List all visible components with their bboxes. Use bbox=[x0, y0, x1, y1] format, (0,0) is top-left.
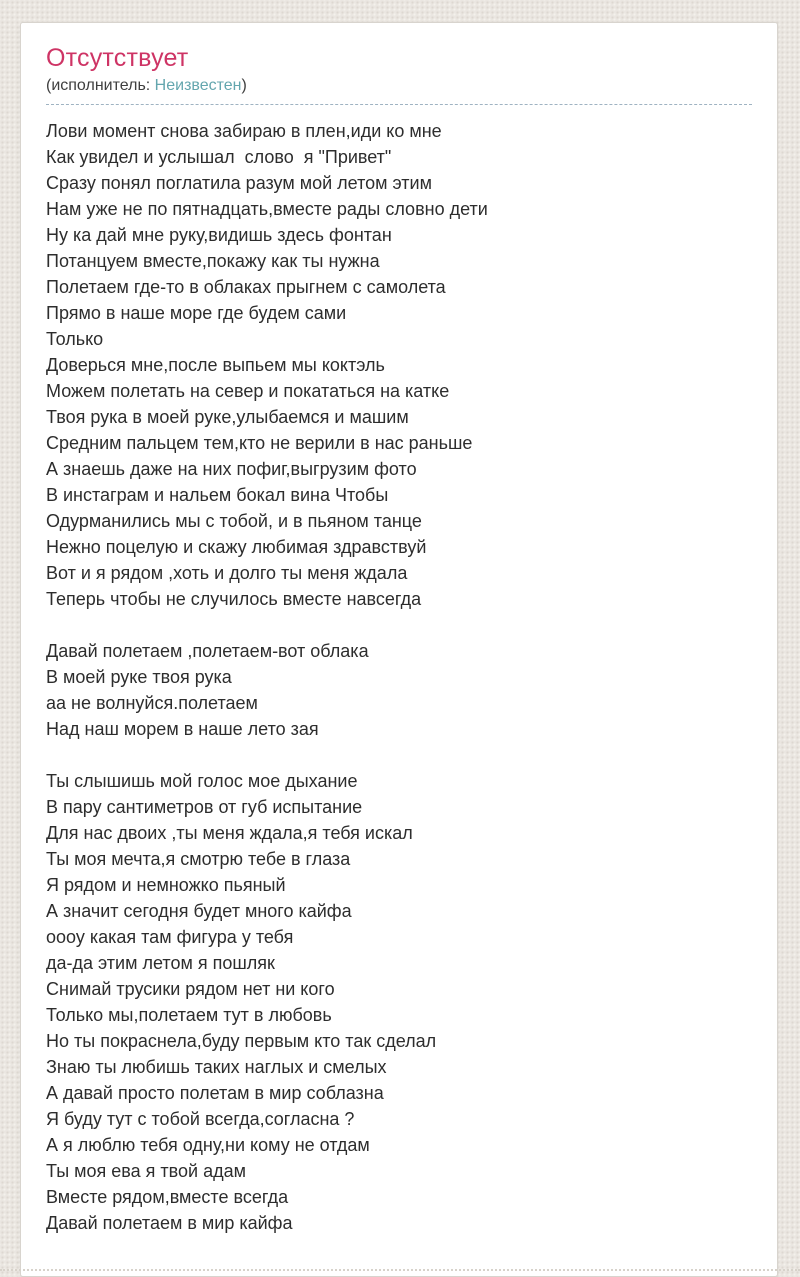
lyric-line: Теперь чтобы не случилось вместе навсегда bbox=[46, 588, 422, 609]
song-title: Отсутствует bbox=[46, 44, 189, 72]
lyric-line: Ты слышишь мой голос мое дыхание bbox=[46, 770, 358, 791]
lyric-line: Можем полетать на север и покататься на катке bbox=[46, 380, 450, 401]
lyric-line: Ты моя ева я твой адам bbox=[46, 1160, 246, 1181]
lyric-line: Потанцуем вместе,покажу как ты нужна bbox=[46, 250, 380, 271]
lyric-line: Ну ка дай мне руку,видишь здесь фонтан bbox=[46, 224, 392, 245]
artist-label-suffix: ) bbox=[241, 76, 247, 94]
lyric-line: Как увидел и услышал слово я "Привет" bbox=[46, 146, 392, 167]
lyric-line: В пару сантиметров от губ испытание bbox=[46, 796, 363, 817]
lyric-line: Прямо в наше море где будем сами bbox=[46, 302, 347, 323]
lyric-line: В инстаграм и нальем бокал вина Чтобы bbox=[46, 484, 389, 505]
lyric-line: Вместе рядом,вместе всегда bbox=[46, 1186, 289, 1207]
lyric-line: Сразу понял поглатила разум мой летом этим bbox=[46, 172, 432, 193]
lyric-line: А значит сегодня будет много кайфа bbox=[46, 900, 352, 921]
lyric-line: Знаю ты любишь таких наглых и смелых bbox=[46, 1056, 387, 1077]
lyric-line: Давай полетаем ,полетаем-вот облака bbox=[46, 640, 369, 661]
lyric-line: Я буду тут с тобой всегда,согласна ? bbox=[46, 1108, 355, 1129]
lyric-line: Полетаем где-то в облаках прыгнем с самолета bbox=[46, 276, 446, 297]
lyric-line: Только мы,полетаем тут в любовь bbox=[46, 1004, 332, 1025]
lyric-line bbox=[46, 612, 752, 638]
lyric-line: Доверься мне,после выпьем мы коктэль bbox=[46, 354, 385, 375]
lyric-line: Снимай трусики рядом нет ни кого bbox=[46, 978, 335, 999]
lyrics-card bbox=[20, 22, 778, 1277]
lyric-line: Лови момент снова забираю в плен,иди ко мне bbox=[46, 120, 442, 141]
artist-line bbox=[46, 77, 752, 105]
lyric-line: Я рядом и немножко пьяный bbox=[46, 874, 286, 895]
lyrics-text bbox=[46, 118, 752, 1236]
lyric-line: Но ты покраснела,буду первым кто так сделал bbox=[46, 1030, 437, 1051]
lyric-line: Давай полетаем в мир кайфа bbox=[46, 1212, 293, 1233]
lyric-line: Нам уже не по пятнадцать,вместе рады словно дети bbox=[46, 198, 488, 219]
lyric-line: В моей руке твоя рука bbox=[46, 666, 232, 687]
lyric-line: оооу какая там фигура у тебя bbox=[46, 926, 294, 947]
lyric-line: Твоя рука в моей руке,улыбаемся и машим bbox=[46, 406, 409, 427]
lyric-line: А давай просто полетам в мир соблазна bbox=[46, 1082, 384, 1103]
lyric-line: Для нас двоих ,ты меня ждала,я тебя искал bbox=[46, 822, 413, 843]
lyric-line: да-да этим летом я пошляк bbox=[46, 952, 275, 973]
lyric-line: Одурманились мы с тобой, и в пьяном танце bbox=[46, 510, 422, 531]
lyric-line: А знаешь даже на них пофиг,выгрузим фото bbox=[46, 458, 417, 479]
lyric-line: Нежно поцелую и скажу любимая здравствуй bbox=[46, 536, 427, 557]
lyric-line: Средним пальцем тем,кто не верили в нас раньше bbox=[46, 432, 473, 453]
lyric-line: Только bbox=[46, 328, 104, 349]
lyric-line: аа не волнуйся.полетаем bbox=[46, 692, 258, 713]
artist-link[interactable]: Неизвестен bbox=[154, 76, 242, 94]
lyric-line: Вот и я рядом ,хоть и долго ты меня ждала bbox=[46, 562, 408, 583]
lyric-line: Над наш морем в наше лето зая bbox=[46, 718, 319, 739]
lyric-line bbox=[46, 742, 752, 768]
artist-label-prefix: (исполнитель: bbox=[46, 76, 155, 94]
lyric-line: Ты моя мечта,я смотрю тебе в глаза bbox=[46, 848, 351, 869]
lyric-line: А я люблю тебя одну,ни кому не отдам bbox=[46, 1134, 370, 1155]
